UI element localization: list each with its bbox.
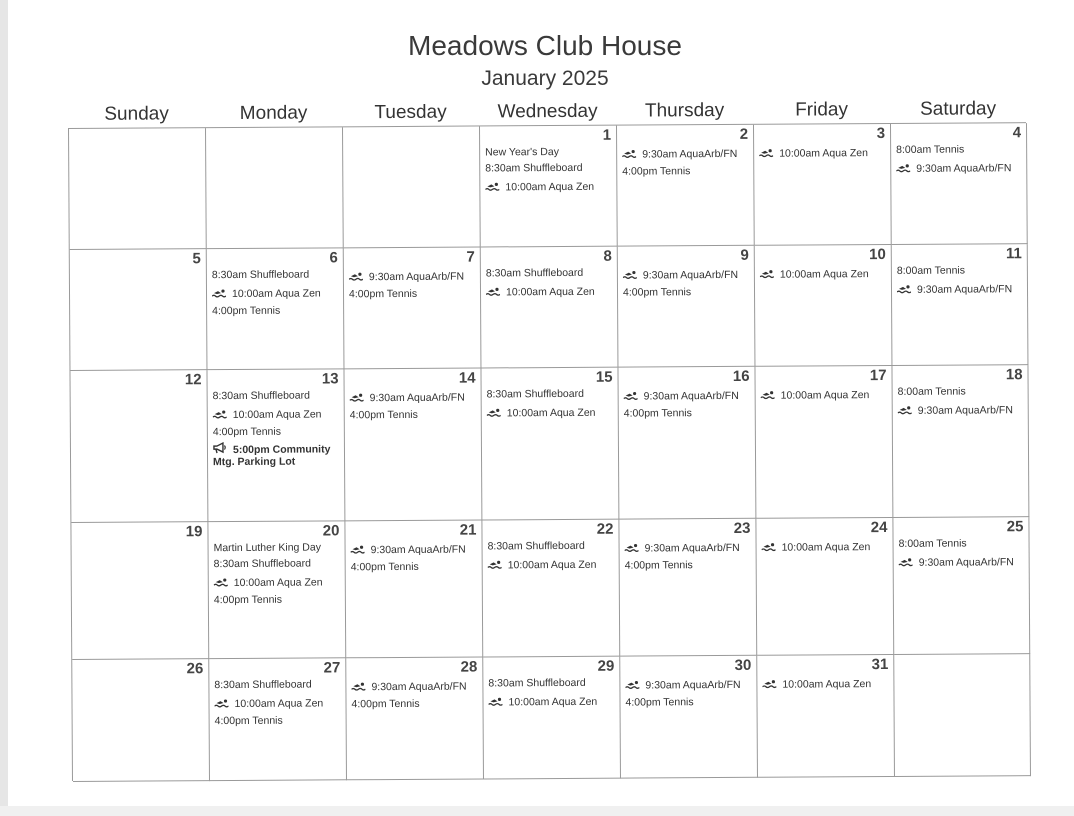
day-cell-28 [346,657,484,780]
day-cell-11 [892,244,1029,366]
swimmer-icon [622,150,636,159]
event-item [622,146,749,163]
event-text: 8:00am Tennis [897,385,966,398]
event-list [213,387,340,468]
event-text: Martin Luther King Day [213,541,321,555]
event-text: 4:00pm Tennis [351,697,420,711]
event-item [488,694,615,711]
swimmer-icon [214,578,228,587]
date-number: 1 [602,126,612,144]
weekday-header-monday: Monday [239,102,308,124]
event-text: 10:00am Aqua Zen [233,576,323,589]
event-item [213,406,340,423]
day-cell-5 [70,249,208,371]
event-text: 10:00am Aqua Zen [507,558,597,572]
event-text: 9:30am AquaArb/FN [370,543,466,557]
event-list [74,146,201,147]
day-cell-12 [70,370,208,523]
event-item [350,407,477,424]
event-text: 10:00am Aqua Zen [231,287,321,301]
event-item [214,676,341,693]
weekday-header-thursday: Thursday [644,99,725,122]
day-cell-19 [71,522,209,660]
event-text: 9:30am AquaArb/FN [642,147,738,161]
calendar-month: January 2025 [481,67,609,90]
day-cell-29 [483,657,621,780]
swimmer-icon [762,543,776,552]
event-item [625,557,752,574]
empty-day-cell [206,127,344,249]
date-number: 2 [739,125,749,143]
event-item [351,542,478,559]
event-item [488,538,615,555]
event-list [760,263,887,284]
page-left-edge [0,0,8,816]
event-item [760,266,887,283]
event-text: 9:30am AquaArb/FN [917,404,1013,417]
event-item [214,695,341,712]
swimmer-icon [213,410,227,419]
event-list [897,262,1023,299]
event-item [622,163,749,180]
swimmer-icon [351,682,365,691]
event-item [625,694,752,711]
event-text: 9:30am AquaArb/FN [645,678,741,692]
weekday-header-saturday: Saturday [919,98,997,120]
event-text: 9:30am AquaArb/FN [371,680,467,694]
event-item [212,302,339,319]
event-text: 8:30am Shuffleboard [212,389,310,403]
day-cell-2 [617,125,755,247]
event-item [214,539,341,556]
event-text: 10:00am Aqua Zen [779,147,868,160]
event-list [487,386,614,423]
date-number: 19 [185,523,203,541]
event-text: 4:00pm Tennis [348,287,418,301]
day-cell-30 [620,656,758,779]
weekday-header-friday: Friday [795,99,849,121]
swimmer-icon [214,699,228,708]
event-text: 4:00pm Tennis [622,165,691,178]
swimmer-icon [487,408,501,417]
day-cell-31 [757,655,895,778]
day-cell-4 [891,123,1028,245]
event-list [351,539,478,576]
event-list [348,145,475,146]
day-cell-25 [893,517,1030,655]
event-text: 10:00am Aqua Zen [506,406,596,420]
event-item [486,265,613,282]
day-cell-14 [344,368,482,521]
swimmer-icon [623,271,637,280]
event-item [212,285,339,302]
event-list [898,383,1024,420]
date-number: 17 [869,367,887,385]
event-text: 4:00pm Tennis [349,408,418,422]
event-text: 4:00pm Tennis [623,407,692,420]
swimmer-icon [350,393,364,402]
event-text: 10:00am Aqua Zen [505,285,595,299]
swimmer-icon [762,680,776,689]
swimmer-icon [212,289,226,298]
event-text: 8:30am Shuffleboard [214,678,312,692]
day-cell-7 [344,247,482,369]
event-item [213,441,340,468]
date-number: 27 [323,659,341,677]
event-text: 10:00am Aqua Zen [508,695,598,709]
day-cell-13 [207,369,345,522]
event-list [896,141,1022,178]
event-text: 8:30am Shuffleboard [485,161,583,175]
event-text: 4:00pm Tennis [213,593,283,607]
date-number: 14 [458,369,476,387]
empty-day-cell [894,654,1031,777]
event-text: 10:00am Aqua Zen [780,389,870,402]
event-text: 4:00pm Tennis [212,425,282,439]
event-item [485,179,612,196]
event-text: 9:30am AquaArb/FN [642,268,739,282]
event-list [77,677,204,678]
event-item [214,555,341,572]
day-cell-26 [72,659,210,782]
date-number: 13 [321,370,339,388]
date-number: 8 [603,247,612,265]
event-list [488,538,615,575]
swimmer-icon [349,272,363,281]
event-list [349,266,476,303]
date-number: 6 [329,249,338,267]
date-number: 16 [732,367,750,385]
event-item [488,557,615,574]
swimmer-icon [761,391,775,400]
event-list [625,674,752,711]
event-list [488,675,615,712]
date-number: 23 [733,519,751,537]
swimmer-icon [896,164,910,173]
event-text: New Year's Day [485,146,559,159]
swimmer-icon [625,681,639,690]
event-item [487,386,614,403]
event-list [899,535,1025,572]
event-item [897,262,1023,279]
event-text: 10:00am Aqua Zen [234,697,324,710]
date-number: 29 [597,657,615,675]
event-item [213,387,340,404]
event-text: 9:30am AquaArb/FN [916,162,1012,175]
event-item [759,145,886,162]
empty-day-cell [69,128,207,250]
event-item [486,284,613,301]
event-item [624,388,751,405]
day-cell-10 [755,245,893,367]
event-text: 4:00pm Tennis [625,696,694,709]
event-text: 9:30am AquaArb/FN [643,389,739,403]
event-text: 8:30am Shuffleboard [213,557,311,571]
day-cell-16 [618,367,756,520]
event-text: 10:00am Aqua Zen [781,541,871,554]
date-number: 30 [734,656,752,674]
day-cell-22 [482,520,620,658]
swimmer-icon [488,560,502,569]
date-number: 26 [186,660,204,678]
event-text: 8:00am Tennis [896,143,965,156]
event-text: 10:00am Aqua Zen [232,408,322,421]
day-cell-1 [480,126,618,248]
date-number: 24 [870,519,888,537]
event-text: 9:30am AquaArb/FN [369,391,465,405]
event-text: 10:00am Aqua Zen [505,180,595,194]
event-text: 8:30am Shuffleboard [488,676,586,690]
event-text: 5:00pm Community Mtg. Parking Lot [213,443,331,469]
event-item [898,402,1024,419]
day-cell-6 [207,248,345,370]
date-number: 3 [876,125,886,143]
event-text: 9:30am AquaArb/FN [916,283,1013,296]
event-list [623,264,750,301]
event-list [899,672,1025,673]
day-cell-27 [209,658,347,781]
event-text: 9:30am AquaArb/FN [918,556,1014,569]
event-text: 4:00pm Tennis [212,304,281,318]
event-text: 8:30am Shuffleboard [487,539,585,553]
day-cell-23 [619,519,757,657]
event-list [75,267,202,268]
event-list [625,537,752,574]
event-item [623,267,750,284]
event-item [624,405,751,422]
day-cell-15 [481,368,619,521]
event-text: 8:30am Shuffleboard [485,266,584,280]
day-cell-21 [345,520,483,658]
event-item [214,591,341,608]
event-text: 4:00pm Tennis [214,714,283,728]
event-list [212,266,339,319]
calendar-title: Meadows Club House [408,30,682,61]
event-item [762,676,889,693]
empty-day-cell [343,126,481,248]
event-text: 8:30am Shuffleboard [486,387,584,401]
swimmer-icon [759,149,773,158]
event-text: 10:00am Aqua Zen [779,268,869,281]
swimmer-icon [899,558,913,567]
date-number: 10 [869,246,886,264]
event-item [212,266,339,283]
event-text: 4:00pm Tennis [622,286,692,299]
event-item [213,423,340,440]
event-item [896,141,1022,158]
weekday-header-sunday: Sunday [104,103,169,125]
day-cell-20 [208,521,346,659]
date-number: 31 [871,655,889,674]
date-number: 15 [595,368,613,386]
swimmer-icon [624,392,638,401]
event-item [214,574,341,591]
swimmer-icon [625,544,639,553]
event-item [898,383,1024,400]
swimmer-icon [488,697,502,706]
event-item [899,554,1025,571]
event-text: 10:00am Aqua Zen [782,678,872,691]
date-number: 18 [1005,366,1023,384]
date-number: 25 [1006,518,1024,536]
event-text: 8:00am Tennis [896,264,966,277]
event-item [625,677,752,694]
event-list [77,540,204,541]
event-list [486,265,613,302]
weekday-header-wednesday: Wednesday [497,100,598,123]
day-cell-9 [618,246,756,368]
event-item [762,539,889,556]
event-list [350,387,477,424]
event-list [761,384,888,405]
event-item [351,679,478,696]
date-number: 4 [1012,124,1022,142]
event-text: 8:00am Tennis [898,537,967,550]
day-cell-18 [892,365,1029,518]
swimmer-icon [897,285,911,294]
event-list [624,385,751,422]
event-list [76,388,203,389]
event-item [488,675,615,692]
swimmer-icon [485,182,499,191]
event-list [759,142,886,163]
event-item [351,559,478,576]
date-number: 28 [460,658,478,676]
event-list [214,676,341,729]
event-item [487,405,614,422]
event-list [762,673,889,694]
date-number: 11 [1005,245,1022,263]
event-list [351,676,478,713]
swimmer-icon [898,406,912,415]
event-item [485,160,612,177]
weekday-header-tuesday: Tuesday [374,101,447,124]
event-item [896,160,1022,177]
event-list [762,536,889,557]
day-cell-17 [755,366,893,519]
event-item [899,535,1025,552]
date-number: 20 [322,522,340,540]
date-number: 7 [466,248,475,266]
event-text: 9:30am AquaArb/FN [368,270,465,284]
event-item [623,284,750,301]
swimmer-icon [486,287,500,296]
event-item [350,390,477,407]
event-item [349,286,476,303]
event-list [211,145,338,146]
date-number: 9 [740,246,749,264]
day-cell-3 [754,124,892,246]
day-cell-8 [481,247,619,369]
calendar-grid [68,122,1030,781]
event-text: 4:00pm Tennis [350,560,419,574]
date-number: 12 [184,371,202,389]
event-list [485,144,612,197]
event-item [351,696,478,713]
page-bottom-edge [0,806,1074,816]
event-list [622,143,749,180]
megaphone-icon [213,442,227,454]
swimmer-icon [351,545,365,554]
date-number: 22 [596,520,614,538]
event-item [349,269,476,286]
event-item [897,281,1023,298]
event-text: 9:30am AquaArb/FN [644,541,740,555]
date-number: 21 [459,521,477,539]
event-text: 8:30am Shuffleboard [211,268,310,282]
event-item [485,144,612,161]
swimmer-icon [760,270,774,279]
event-text: 4:00pm Tennis [624,559,693,572]
event-item [761,387,888,404]
event-item [215,712,342,729]
date-number: 5 [192,250,201,268]
day-cell-24 [756,518,894,656]
event-list [214,539,341,608]
event-item [625,540,752,557]
